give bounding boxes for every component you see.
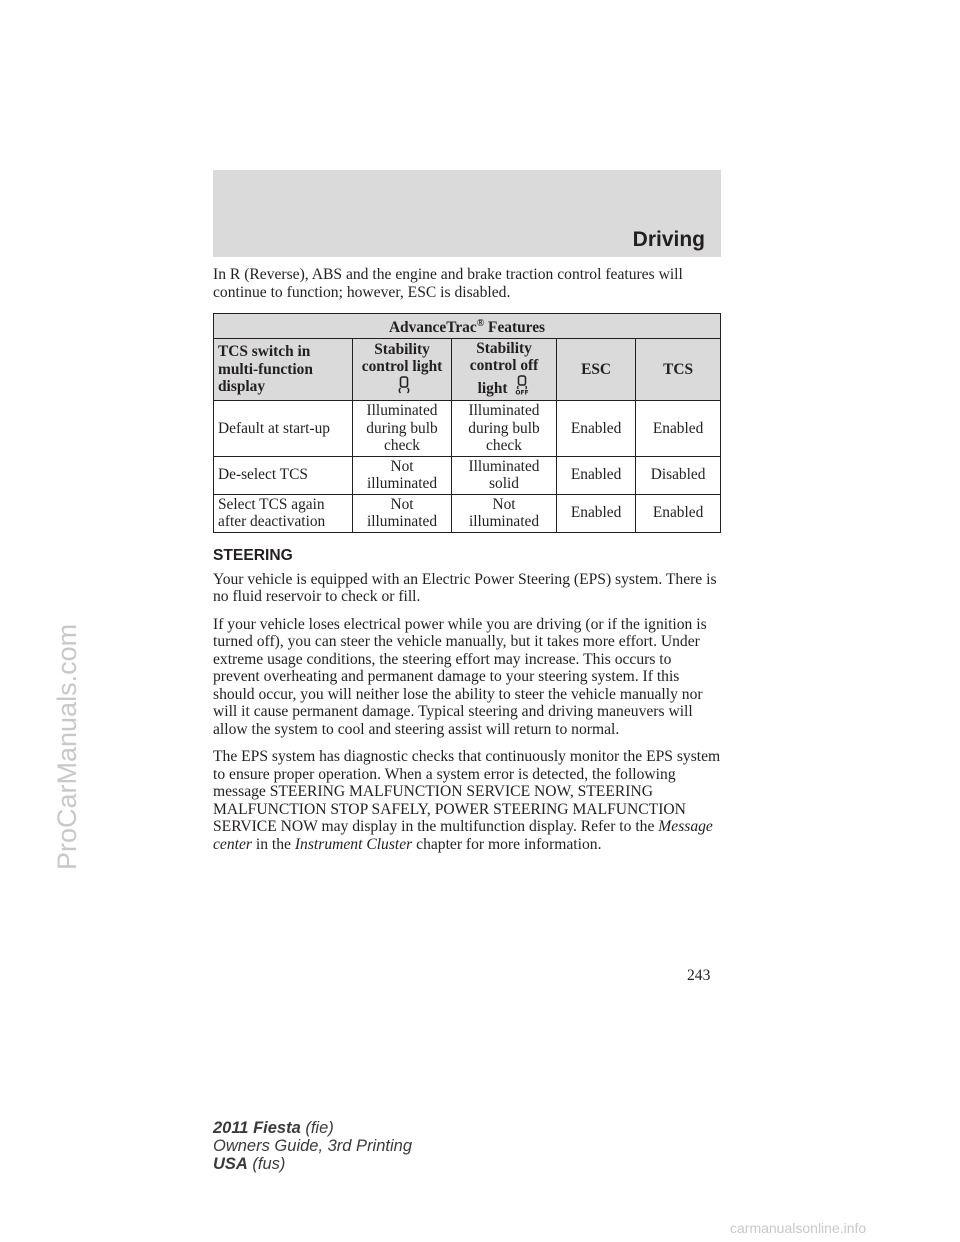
cell-esc: Enabled [557, 401, 636, 457]
site-credit: carmanualsonline.info [730, 1220, 867, 1236]
stability-control-icon [398, 376, 410, 399]
cell-stability-off-light: Illuminated during bulb check [452, 401, 557, 457]
cell-tcs: Enabled [636, 401, 721, 457]
intro-paragraph: In R (Reverse), ABS and the engine and brake traction control features will continue to function; however, ESC is disabled. [213, 266, 683, 301]
steering-paragraph-3: The EPS system has diagnostic checks that continuously monitor the EPS system to ensure proper operation. When a system error is detected, the following message STEERING MALFUNCTION SERVICE NOW, STEERING MALFUNCTION STOP SAFELY, POWER STEERING MALFUNCTION SERVICE NOW may display in the multifunction display. Refer to the Message center in the Instrument Cluster chapter for more information. [213, 748, 721, 853]
cell-tcs: Disabled [636, 456, 721, 494]
cell-switch: Select TCS again after deactivation [214, 494, 353, 532]
table-caption [214, 314, 721, 339]
cell-stability-off-light: Illuminated solid [452, 456, 557, 494]
cell-stability-light: Not illuminated [353, 494, 452, 532]
col-header-esc: ESC [557, 338, 636, 401]
cell-switch: Default at start-up [214, 401, 353, 457]
cell-esc: Enabled [557, 456, 636, 494]
footer-line-1: 2011 Fiesta (fie) [213, 1119, 334, 1137]
section-title: Driving [632, 228, 705, 251]
caption-brand: AdvanceTrac [388, 319, 477, 337]
steering-heading: STEERING [213, 546, 293, 564]
col-header-stability-light: Stability control light [353, 338, 452, 401]
col-header-stability-off-light: Stability control off light OFF [452, 338, 557, 401]
table-header-row [214, 338, 721, 401]
cell-stability-off-light: Not illuminated [452, 494, 557, 532]
section-header-band [213, 170, 721, 257]
cell-stability-light: Not illuminated [353, 456, 452, 494]
footer-line-2: Owners Guide, 3rd Printing [213, 1137, 413, 1155]
cell-esc: Enabled [557, 494, 636, 532]
table-caption-row [214, 314, 721, 339]
table-row [214, 401, 721, 457]
table-row [214, 494, 721, 532]
col-header-tcs-switch: TCS switch in multi-function display [214, 338, 353, 401]
steering-paragraph-2: If your vehicle loses electrical power while you are driving (or if the ignition is turned off), you can steer the vehicle manually, but it takes more effort. Under extreme usage conditions, the steering effort may increase. This occurs to prevent overheating and permanent damage to your steering system. If this should occur, you will neither lose the ability to steer the vehicle manually nor will it cause permanent damage. Typical steering and driving maneuvers will allow the system to cool and steering assist will return to normal. [213, 615, 707, 738]
message-center-reference: Message center [213, 818, 713, 853]
col-header-tcs: TCS [636, 338, 721, 401]
cell-switch: De-select TCS [214, 456, 353, 494]
steering-paragraph-1: Your vehicle is equipped with an Electric Power Steering (EPS) system. There is no fluid reservoir to check or fill. [213, 570, 717, 606]
instrument-cluster-reference: Instrument Cluster [294, 835, 413, 853]
cell-stability-light: Illuminated during bulb check [353, 401, 452, 457]
footer-line-3: USA (fus) [213, 1155, 286, 1173]
off-icon-label: OFF [515, 389, 530, 395]
registered-mark: ® [476, 318, 485, 329]
document-footer [213, 1119, 412, 1173]
table-row [214, 456, 721, 494]
side-watermark: ProCarManuals.com [52, 623, 82, 870]
stability-control-off-icon [514, 375, 530, 400]
cell-tcs: Enabled [636, 494, 721, 532]
advancetrac-features-table [213, 313, 721, 533]
caption-suffix: Features [484, 319, 546, 337]
page-number: 243 [687, 967, 711, 984]
page-content [213, 266, 721, 863]
